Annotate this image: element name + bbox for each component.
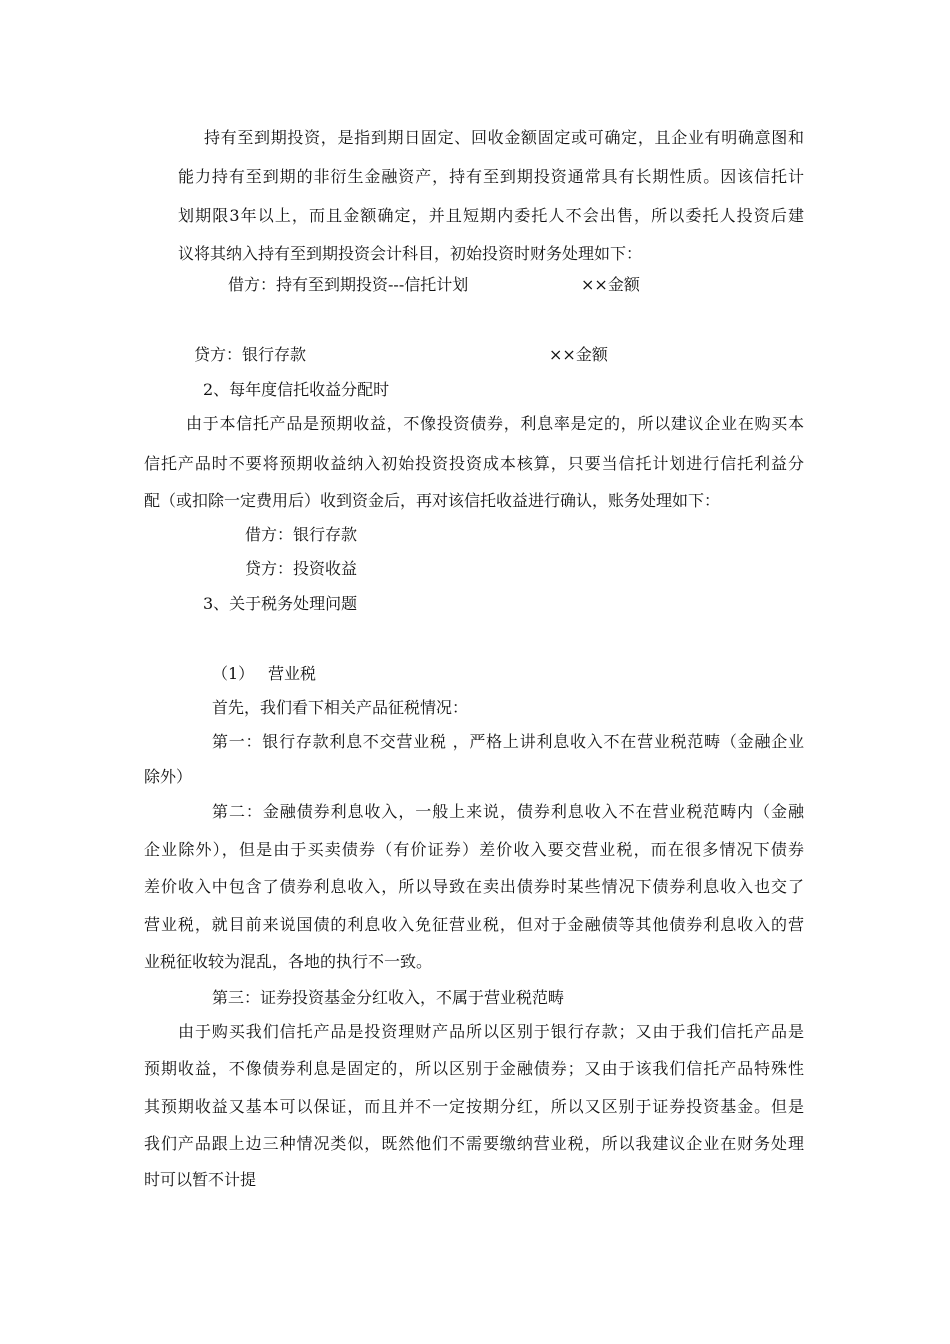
para5-line4: 营业税，就目前来说国债的利息收入免征营业税，但对于金融债等其他债券利息收入的营 [144,915,804,934]
entry1-credit-label: 贷方：银行存款 [194,345,307,364]
para3-line1: 首先，我们看下相关产品征税情况： [212,698,469,717]
para2-line2: 信托产品时不要将预期收益纳入初始投资投资成本核算，只要当信托计划进行信托利益分 [144,454,804,473]
para5-line2: 企业除外），但是由于买卖债券（有价证券）差价收入要交营业税，而在很多情况下债券 [144,840,804,859]
para2-line1: 由于本信托产品是预期收益，不像投资债券，利息率是定的，所以建议企业在购买本 [186,414,804,433]
para6-line1: 第三：证券投资基金分红收入，不属于营业税范畴 [212,988,565,1007]
entry1-debit-label: 借方：持有至到期投资---信托计划 [228,275,469,294]
entry2-credit: 贷方：投资收益 [245,559,358,578]
subheading-1-title: 营业税 [268,664,317,683]
para7-line3: 其预期收益又基本可以保证，而且并不一定按期分红，所以又区别于证券投资基金。但是 [144,1097,804,1116]
para5-line3: 差价收入中包含了债券利息收入，所以导致在卖出债券时某些情况下债券利息收入也交了 [144,877,804,896]
para7-line2: 预期收益，不像债券利息是固定的，所以区别于金融债券；又由于该我们信托产品特殊性 [144,1059,804,1078]
para5-line1: 第二：金融债券利息收入，一般上来说，债券利息收入不在营业税范畴内（金融 [212,802,804,821]
heading-2: 2、每年度信托收益分配时 [203,380,390,399]
entry1-debit-amount: ××金额 [581,275,640,294]
para5-line5: 业税征收较为混乱，各地的执行不一致。 [144,952,433,971]
para1-line1: 持有至到期投资，是指到期日固定、回收金额固定或可确定，且企业有明确意图和 [204,128,804,147]
para2-line3: 配（或扣除一定费用后）收到资金后，再对该信托收益进行确认，账务处理如下： [144,491,721,510]
para1-line4: 议将其纳入持有至到期投资会计科目，初始投资时财务处理如下： [178,244,643,263]
entry1-credit-amount: ××金额 [549,345,608,364]
entry2-debit: 借方：银行存款 [245,525,358,544]
subheading-1-number: （1） [212,664,255,683]
para7-line1: 由于购买我们信托产品是投资理财产品所以区别于银行存款；又由于我们信托产品是 [178,1022,804,1041]
heading-3: 3、关于税务处理问题 [203,594,358,613]
para1-line2: 能力持有至到期的非衍生金融资产，持有至到期投资通常具有长期性质。因该信托计 [178,167,804,186]
para4-line2: 除外） [144,767,193,786]
para7-line5: 时可以暂不计提 [144,1170,257,1189]
para1-line3: 划期限3年以上，而且金额确定，并且短期内委托人不会出售，所以委托人投资后建 [178,206,804,225]
para4-line1: 第一：银行存款利息不交营业税 ，严格上讲利息收入不在营业税范畴（金融企业 [212,732,804,751]
para7-line4: 我们产品跟上边三种情况类似，既然他们不需要缴纳营业税，所以我建议企业在财务处理 [144,1134,804,1153]
